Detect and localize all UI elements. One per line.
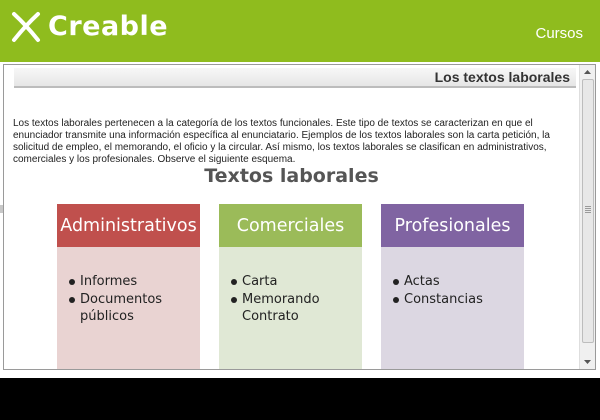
bullet-icon bbox=[393, 279, 399, 285]
list-item-continuation: Contrato bbox=[242, 309, 299, 324]
page-title: Los textos laborales bbox=[434, 69, 570, 85]
card-body bbox=[381, 247, 524, 369]
intro-paragraph: Los textos laborales pertenecen a la categoría de los textos funcionales. Este tipo de textos se caracterizan en que el enunciador transmite una información específica al enunciatario. Ejemplos de los textos laborales son la carta petición, la solicitud de empleo, el memorando, el oficio y la circular. Así mismo, los textos laborales se clasifican en administrativos, comerciales y los profesionales. Observe el siguiente esquema. bbox=[13, 118, 550, 165]
card-administrativos bbox=[57, 204, 200, 369]
bullet-icon bbox=[231, 297, 237, 303]
card-heading: Administrativos bbox=[57, 204, 200, 247]
vertical-scrollbar[interactable] bbox=[579, 65, 595, 369]
scroll-down-arrow-icon[interactable] bbox=[580, 355, 595, 369]
logo-text: Creable bbox=[48, 11, 169, 42]
diagram-title: Textos laborales bbox=[204, 165, 379, 187]
card-comerciales bbox=[219, 204, 362, 369]
x-logo-icon bbox=[10, 11, 42, 43]
card-body bbox=[219, 247, 362, 369]
list-item: Informes bbox=[69, 273, 200, 291]
grip-icon bbox=[585, 206, 591, 213]
card-profesionales bbox=[381, 204, 524, 369]
card-heading: Profesionales bbox=[381, 204, 524, 247]
bullet-icon bbox=[231, 279, 237, 285]
card-heading: Comerciales bbox=[219, 204, 362, 247]
list-item: Documentos bbox=[69, 291, 200, 309]
list-item: Carta bbox=[231, 273, 362, 291]
bullet-icon bbox=[393, 297, 399, 303]
list-item: Constancias bbox=[393, 291, 524, 309]
bullet-icon bbox=[69, 297, 75, 303]
content-area bbox=[4, 65, 579, 369]
bottom-black-strip bbox=[0, 378, 600, 420]
list-item-continuation: públicos bbox=[80, 309, 134, 324]
scroll-up-arrow-icon[interactable] bbox=[580, 65, 595, 79]
scrollbar-thumb[interactable] bbox=[582, 79, 594, 343]
site-header bbox=[0, 0, 600, 62]
bullet-icon bbox=[69, 279, 75, 285]
list-item: Actas bbox=[393, 273, 524, 291]
content-frame bbox=[3, 64, 596, 370]
logo[interactable] bbox=[10, 10, 168, 44]
card-body bbox=[57, 247, 200, 369]
list-item: Memorando bbox=[231, 291, 362, 309]
nav-link-cursos[interactable]: Cursos bbox=[535, 25, 583, 42]
page-title-bar bbox=[14, 68, 576, 88]
